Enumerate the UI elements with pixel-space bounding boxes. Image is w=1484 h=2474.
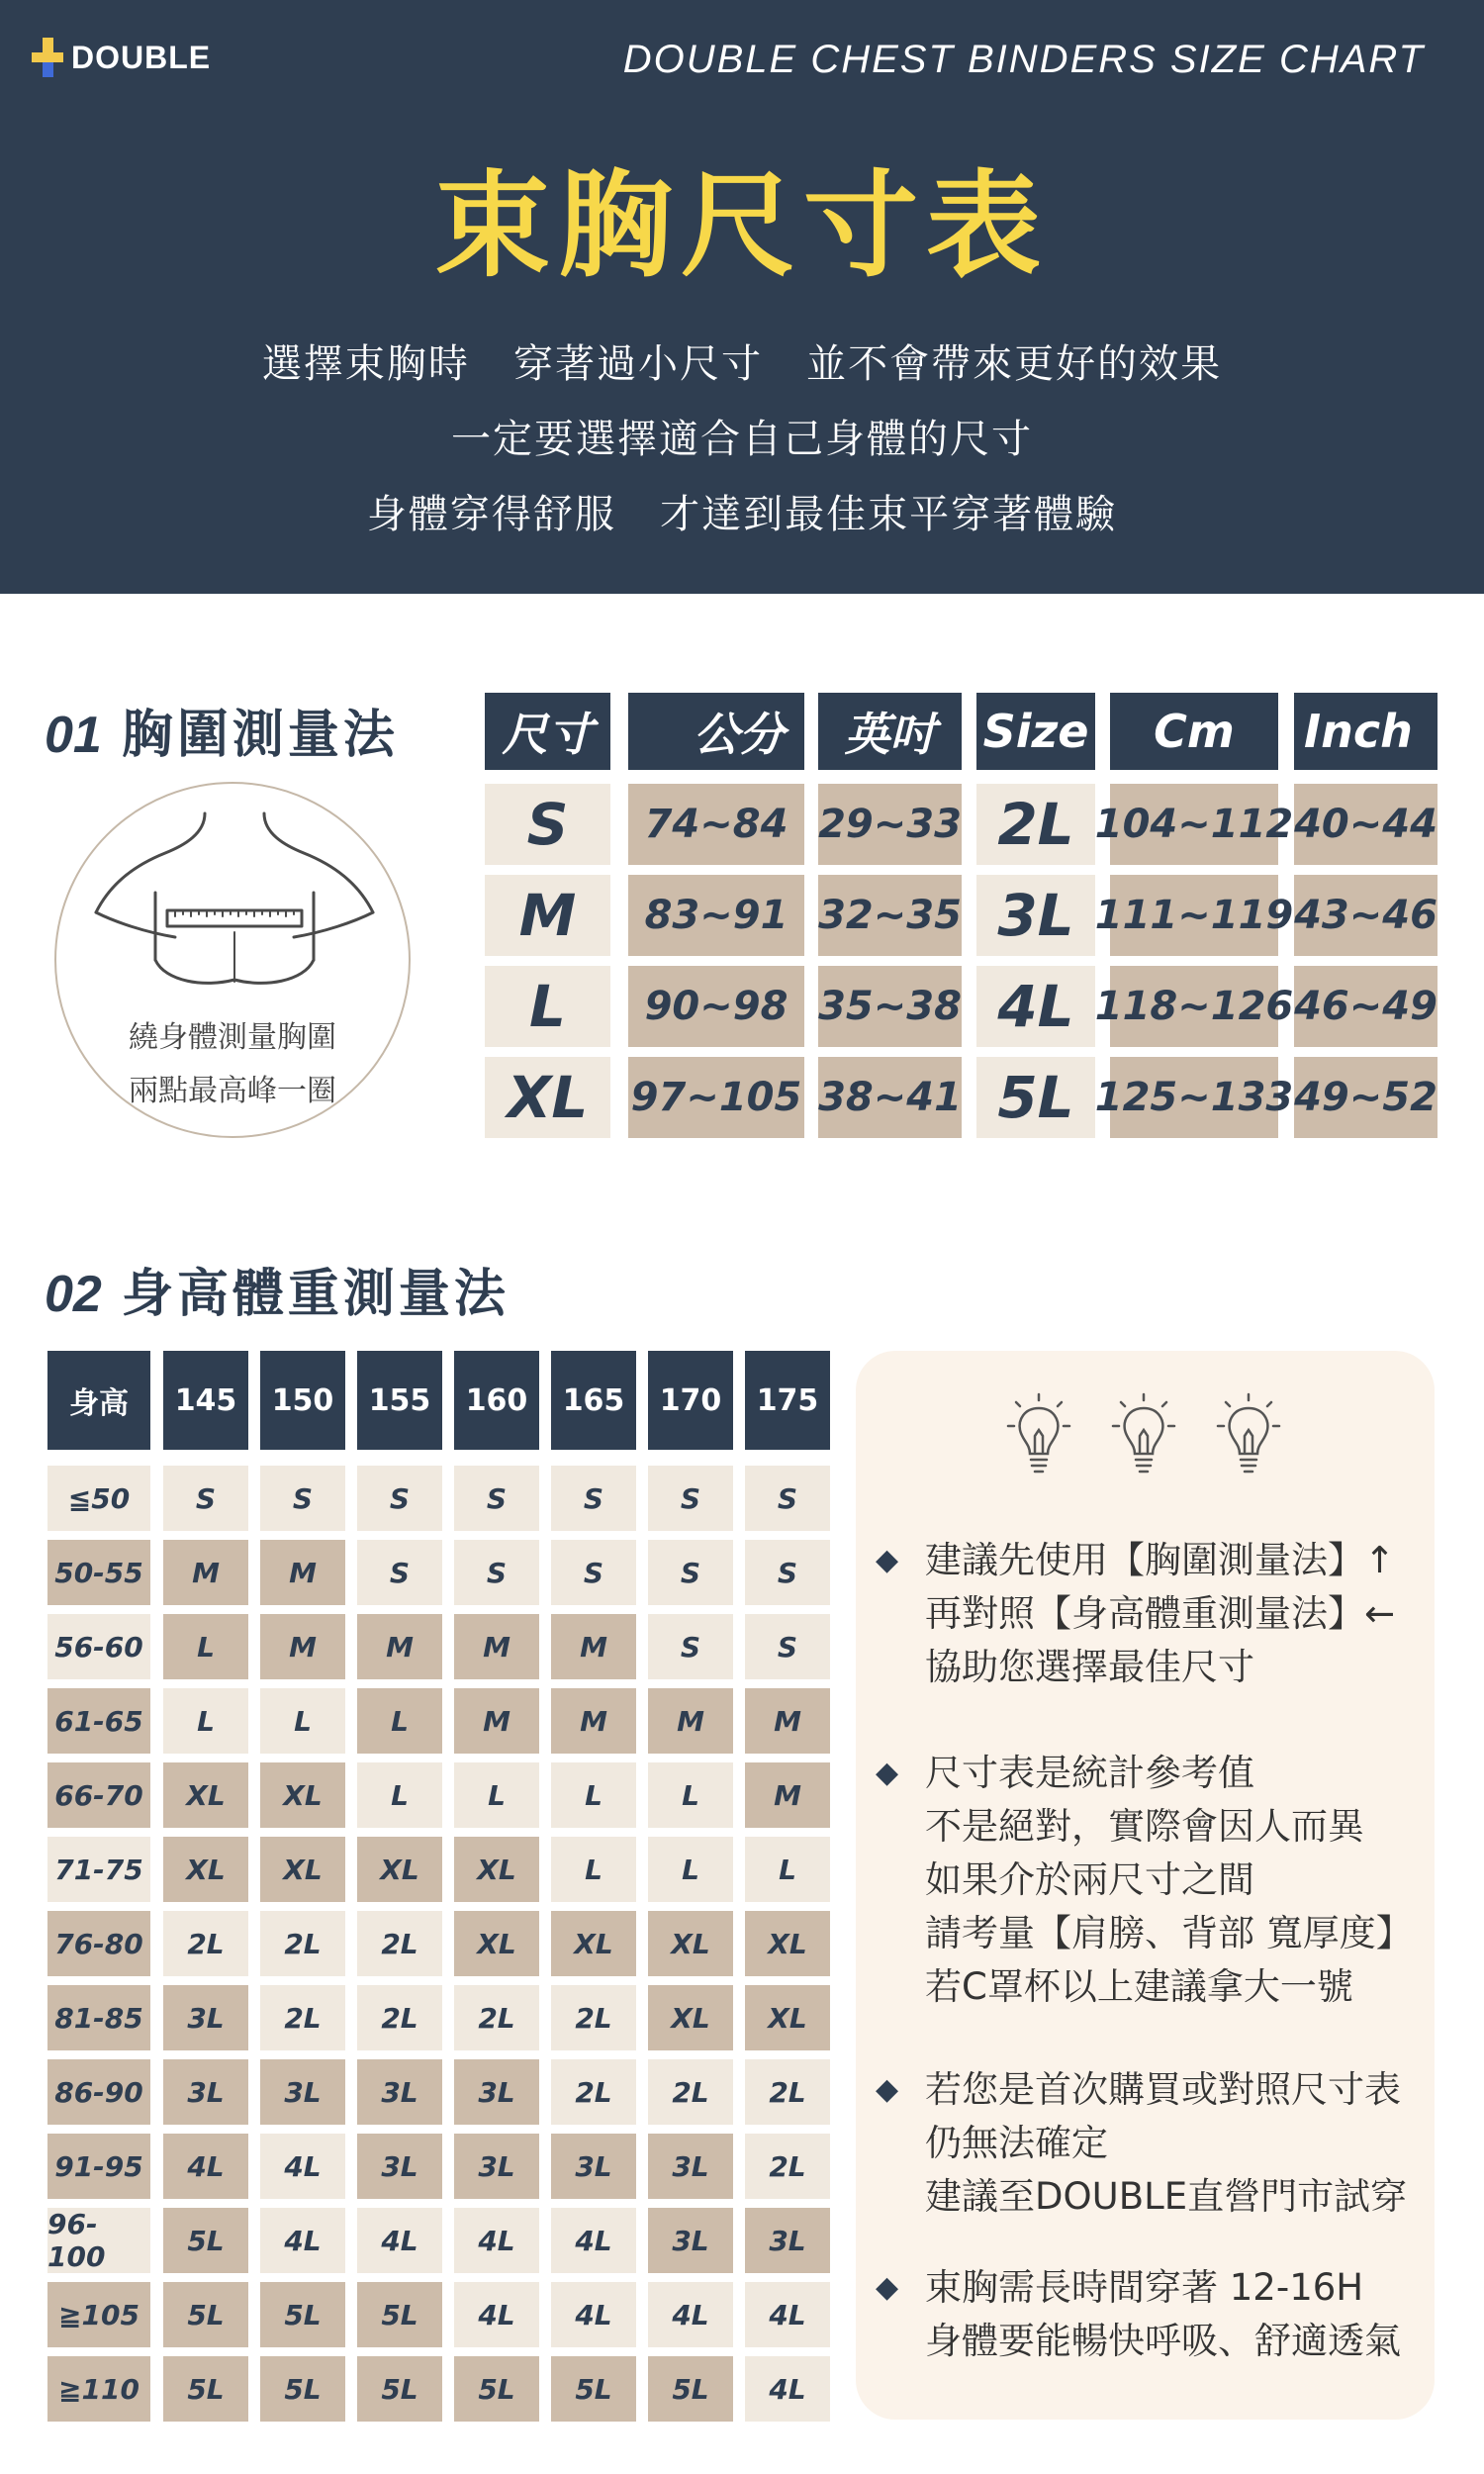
weight-row-label: 76-80 xyxy=(47,1911,150,1976)
size-cell: XL xyxy=(745,1985,830,2050)
measure-range-cell: 46~49 xyxy=(1294,966,1438,1047)
size-cell: 3L xyxy=(163,1985,248,2050)
size-cell: M xyxy=(551,1688,636,1754)
page-title: 束胸尺寸表 xyxy=(435,159,1049,293)
chest-measure-illustration xyxy=(54,782,411,1138)
measure-range-cell: 90~98 xyxy=(628,966,804,1047)
weight-row-label: 66-70 xyxy=(47,1762,150,1828)
height-column-header: 145 xyxy=(163,1351,248,1450)
lightbulb-icon xyxy=(1004,1390,1073,1479)
tip-line: 協助您選擇最佳尺寸 xyxy=(925,1646,1254,1688)
size-cell: S xyxy=(745,1466,830,1531)
section1-number: 01 xyxy=(45,707,102,764)
size-cell: 3L xyxy=(648,2134,733,2199)
size-cell: 2L xyxy=(260,1911,345,1976)
height-column-header: 165 xyxy=(551,1351,636,1450)
size-cell: L xyxy=(745,1837,830,1902)
height-column-header: 170 xyxy=(648,1351,733,1450)
section1-heading xyxy=(45,693,399,767)
size-cell: 2L xyxy=(163,1911,248,1976)
diamond-bullet-icon: ◆ xyxy=(876,2072,899,2107)
size-cell: 5L xyxy=(357,2282,442,2347)
size-cell: M xyxy=(260,1614,345,1679)
size-cell: 2L xyxy=(551,2059,636,2125)
caption-line: 繞身體測量胸圍 xyxy=(129,1020,336,1055)
size-cell: XL xyxy=(648,1911,733,1976)
size-cell: 2L xyxy=(454,1985,539,2050)
size-table-header: 英吋 xyxy=(818,693,962,770)
weight-row-label: ≦50 xyxy=(47,1466,150,1531)
size-cell: XL xyxy=(454,1837,539,1902)
tip-lines xyxy=(925,2261,1439,2368)
size-cell: 3L xyxy=(163,2059,248,2125)
tip-line: 不是絕對，實際會因人而異 xyxy=(925,1805,1364,1848)
size-cell: 4L xyxy=(551,2208,636,2273)
size-cell: S xyxy=(454,1466,539,1531)
size-cell: M xyxy=(454,1688,539,1754)
size-cell: 4L xyxy=(260,2134,345,2199)
tip-lines xyxy=(925,1747,1439,2014)
size-cell: XL xyxy=(260,1837,345,1902)
size-label-cell: 5L xyxy=(976,1057,1095,1138)
height-column-header: 155 xyxy=(357,1351,442,1450)
measure-range-cell: 97~105 xyxy=(628,1057,804,1138)
size-cell: 4L xyxy=(454,2208,539,2273)
size-cell: 2L xyxy=(260,1985,345,2050)
size-label-cell: L xyxy=(485,966,610,1047)
size-cell: 4L xyxy=(454,2282,539,2347)
size-cell: 3L xyxy=(454,2059,539,2125)
size-label-cell: XL xyxy=(485,1057,610,1138)
brand-name: DOUBLE xyxy=(71,39,212,75)
measure-range-cell: 29~33 xyxy=(818,784,962,865)
weight-row-label: 81-85 xyxy=(47,1985,150,2050)
diamond-bullet-icon: ◆ xyxy=(876,1543,899,1577)
size-cell: L xyxy=(551,1837,636,1902)
size-cell: M xyxy=(648,1688,733,1754)
brand-logo xyxy=(32,38,211,77)
size-cell: M xyxy=(260,1540,345,1605)
measure-range-cell: 49~52 xyxy=(1294,1057,1438,1138)
size-cell: XL xyxy=(648,1985,733,2050)
weight-row-label: 61-65 xyxy=(47,1688,150,1754)
size-cell: 4L xyxy=(357,2208,442,2273)
size-cell: XL xyxy=(551,1911,636,1976)
size-cell: S xyxy=(745,1540,830,1605)
size-cell: 4L xyxy=(648,2282,733,2347)
size-label-cell: M xyxy=(485,875,610,956)
tip-line: 束胸需長時間穿著 12-16H xyxy=(925,2266,1364,2309)
size-cell: XL xyxy=(260,1762,345,1828)
section2-heading xyxy=(45,1252,510,1326)
size-cell: M xyxy=(551,1614,636,1679)
size-cell: 3L xyxy=(745,2208,830,2273)
diamond-bullet-icon: ◆ xyxy=(876,1756,899,1790)
size-cell: XL xyxy=(745,1911,830,1976)
height-column-header: 160 xyxy=(454,1351,539,1450)
tip-lines xyxy=(925,1534,1439,1694)
diamond-bullet-icon: ◆ xyxy=(876,2270,899,2305)
size-cell: 3L xyxy=(454,2134,539,2199)
section2-number: 02 xyxy=(45,1266,102,1323)
weight-row-label: 86-90 xyxy=(47,2059,150,2125)
measure-range-cell: 104~112 xyxy=(1110,784,1278,865)
weight-row-label: ≧110 xyxy=(47,2356,150,2422)
size-cell: M xyxy=(163,1540,248,1605)
size-cell: 4L xyxy=(260,2208,345,2273)
measure-range-cell: 118~126 xyxy=(1110,966,1278,1047)
size-cell: 5L xyxy=(260,2356,345,2422)
weight-row-label: ≧105 xyxy=(47,2282,150,2347)
size-cell: 2L xyxy=(745,2134,830,2199)
weight-row-label: 96-100 xyxy=(47,2208,150,2273)
weight-row-label: 91-95 xyxy=(47,2134,150,2199)
tip-lines xyxy=(925,2063,1439,2224)
size-cell: 5L xyxy=(260,2282,345,2347)
size-cell: S xyxy=(648,1614,733,1679)
size-cell: 4L xyxy=(551,2282,636,2347)
tip-line: 如果介於兩尺寸之間 xyxy=(925,1858,1254,1901)
caption-line: 兩點最高峰一圈 xyxy=(129,1074,336,1108)
size-cell: S xyxy=(551,1466,636,1531)
size-label-cell: 4L xyxy=(976,966,1095,1047)
section2-title: 身高體重測量法 xyxy=(121,1265,510,1324)
tip-line: 若C罩杯以上建議拿大一號 xyxy=(925,1965,1353,2008)
size-table-header: 尺寸 xyxy=(485,693,610,770)
size-cell: S xyxy=(648,1540,733,1605)
size-label-cell: 2L xyxy=(976,784,1095,865)
size-cell: L xyxy=(260,1688,345,1754)
size-cell: 5L xyxy=(551,2356,636,2422)
measure-range-cell: 111~119 xyxy=(1110,875,1278,956)
height-column-header: 身高 xyxy=(47,1351,150,1450)
size-cell: S xyxy=(745,1614,830,1679)
tip-line: 建議至DOUBLE直營門市試穿 xyxy=(925,2175,1408,2218)
size-cell: L xyxy=(163,1614,248,1679)
weight-row-label: 50-55 xyxy=(47,1540,150,1605)
size-cell: 5L xyxy=(648,2356,733,2422)
size-cell: M xyxy=(357,1614,442,1679)
size-cell: 5L xyxy=(163,2208,248,2273)
tips-panel xyxy=(856,1351,1435,2420)
size-cell: S xyxy=(648,1466,733,1531)
size-table-header: 公分 xyxy=(628,693,804,770)
size-cell: 3L xyxy=(260,2059,345,2125)
measure-range-cell: 43~46 xyxy=(1294,875,1438,956)
intro-line: 一定要選擇適合自己身體的尺寸 xyxy=(451,417,1033,462)
measure-range-cell: 74~84 xyxy=(628,784,804,865)
measure-range-cell: 35~38 xyxy=(818,966,962,1047)
size-cell: S xyxy=(163,1466,248,1531)
size-cell: M xyxy=(745,1762,830,1828)
intro-line: 選擇束胸時 穿著過小尺寸 並不會帶來更好的效果 xyxy=(261,341,1223,387)
measure-range-cell: 32~35 xyxy=(818,875,962,956)
weight-row-label: 71-75 xyxy=(47,1837,150,1902)
size-cell: 5L xyxy=(357,2356,442,2422)
size-cell: L xyxy=(454,1762,539,1828)
size-cell: L xyxy=(648,1762,733,1828)
size-cell: 3L xyxy=(357,2059,442,2125)
tip-line: 再對照【身高體重測量法】← xyxy=(925,1592,1396,1635)
size-cell: XL xyxy=(163,1837,248,1902)
size-cell: M xyxy=(745,1688,830,1754)
size-cell: 3L xyxy=(551,2134,636,2199)
size-cell: S xyxy=(357,1466,442,1531)
size-cell: L xyxy=(163,1688,248,1754)
size-cell: 2L xyxy=(648,2059,733,2125)
size-cell: XL xyxy=(357,1837,442,1902)
size-cell: 3L xyxy=(357,2134,442,2199)
lightbulb-icon xyxy=(1214,1390,1283,1479)
lightbulb-icon xyxy=(1109,1390,1178,1479)
measure-range-cell: 83~91 xyxy=(628,875,804,956)
size-cell: M xyxy=(454,1614,539,1679)
size-cell: 2L xyxy=(357,1911,442,1976)
measure-range-cell: 38~41 xyxy=(818,1057,962,1138)
size-cell: XL xyxy=(454,1911,539,1976)
bulbs-row xyxy=(1004,1390,1283,1479)
size-cell: XL xyxy=(163,1762,248,1828)
size-label-cell: S xyxy=(485,784,610,865)
intro-line: 身體穿得舒服 才達到最佳束平穿著體驗 xyxy=(366,492,1118,537)
size-cell: L xyxy=(357,1688,442,1754)
tip-line: 建議先使用【胸圍測量法】↑ xyxy=(925,1539,1396,1581)
size-cell: S xyxy=(357,1540,442,1605)
brand-cross-icon xyxy=(32,38,63,77)
size-cell: S xyxy=(454,1540,539,1605)
size-table-header: Size xyxy=(976,693,1095,770)
size-table-header: Inch xyxy=(1294,693,1438,770)
height-column-header: 175 xyxy=(745,1351,830,1450)
height-column-header: 150 xyxy=(260,1351,345,1450)
size-table-header: Cm xyxy=(1110,693,1278,770)
intro-text xyxy=(0,327,1484,552)
size-cell: 5L xyxy=(454,2356,539,2422)
size-cell: L xyxy=(551,1762,636,1828)
header-banner xyxy=(0,0,1484,594)
size-cell: 5L xyxy=(163,2356,248,2422)
size-cell: 2L xyxy=(745,2059,830,2125)
size-cell: 2L xyxy=(357,1985,442,2050)
size-label-cell: 3L xyxy=(976,875,1095,956)
tip-line: 尺寸表是統計參考值 xyxy=(925,1752,1254,1794)
tip-line: 身體要能暢快呼吸、舒適透氣 xyxy=(925,2320,1401,2362)
measure-range-cell: 40~44 xyxy=(1294,784,1438,865)
size-cell: S xyxy=(260,1466,345,1531)
size-cell: 2L xyxy=(551,1985,636,2050)
size-cell: L xyxy=(648,1837,733,1902)
size-cell: 4L xyxy=(163,2134,248,2199)
size-cell: L xyxy=(357,1762,442,1828)
size-cell: S xyxy=(551,1540,636,1605)
section1-title: 胸圍測量法 xyxy=(121,706,399,765)
tip-line: 請考量【肩膀、背部 寬厚度】 xyxy=(925,1912,1413,1954)
english-title: DOUBLE CHEST BINDERS SIZE CHART xyxy=(622,38,1425,81)
size-cell: 3L xyxy=(648,2208,733,2273)
measure-range-cell: 125~133 xyxy=(1110,1057,1278,1138)
tip-line: 若您是首次購買或對照尺寸表 xyxy=(925,2068,1401,2111)
size-cell: 5L xyxy=(163,2282,248,2347)
tip-line: 仍無法確定 xyxy=(925,2122,1108,2164)
size-cell: 4L xyxy=(745,2282,830,2347)
weight-row-label: 56-60 xyxy=(47,1614,150,1679)
size-cell: 4L xyxy=(745,2356,830,2422)
